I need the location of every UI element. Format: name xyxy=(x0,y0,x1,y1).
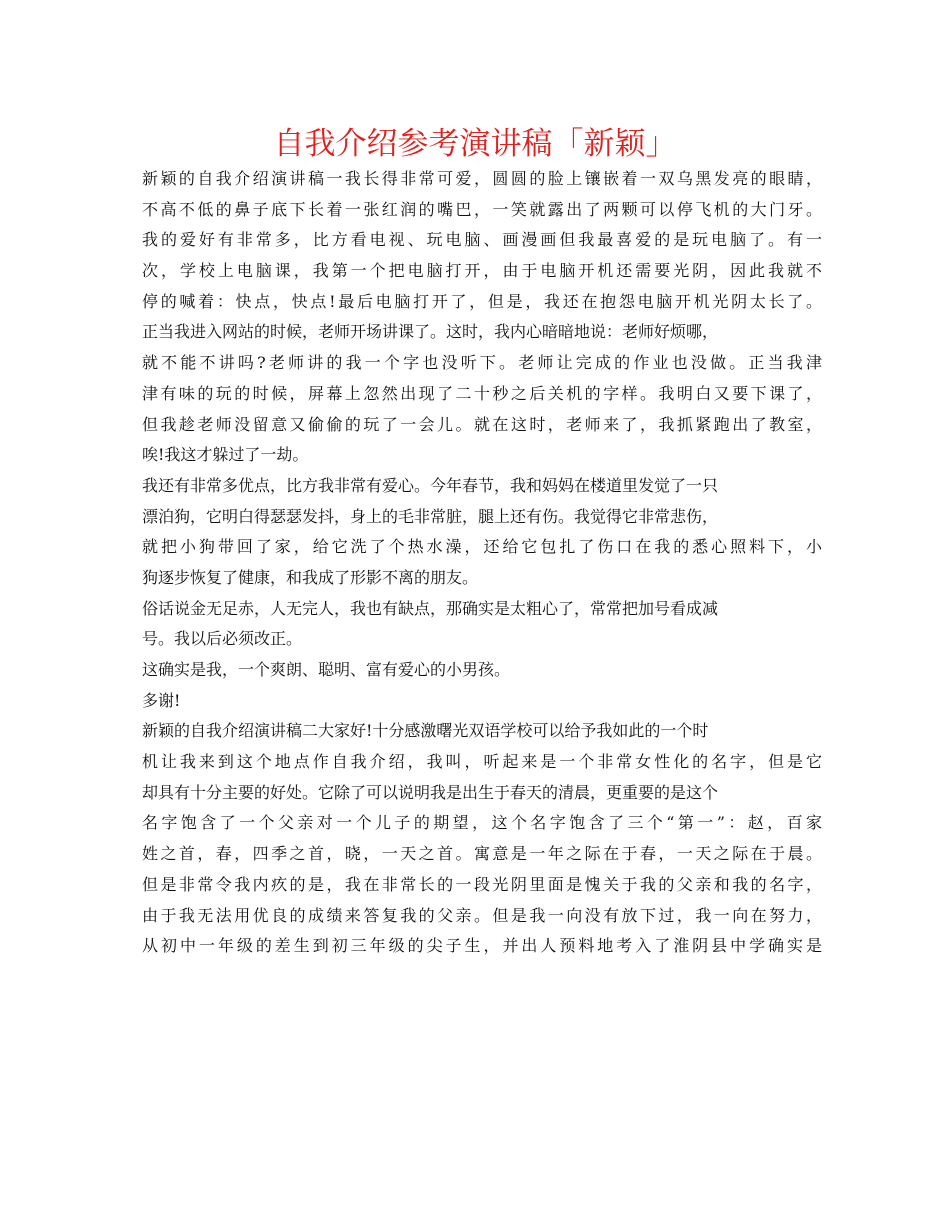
text-line: 次，学校上电脑课，我第一个把电脑打开，由于电脑开机还需要光阴，因此我就不 xyxy=(142,261,822,281)
text-line: 津有味的玩的时候，屏幕上忽然出现了二十秒之后关机的字样。我明白又要下课了， xyxy=(142,383,822,403)
text-line: 名字饱含了一个父亲对一个儿子的期望，这个名字饱含了三个“第一”：赵，百家 xyxy=(142,813,822,833)
text-line: 但是非常令我内疚的是，我在非常长的一段光阴里面是愧关于我的父亲和我的名字， xyxy=(142,874,822,894)
text-line: 我还有非常多优点，比方我非常有爱心。今年春节，我和妈妈在楼道里发觉了一只 xyxy=(142,475,719,495)
text-line: 不高不低的鼻子底下长着一张红润的嘴巴，一笑就露出了两颗可以停飞机的大门牙。 xyxy=(142,199,822,219)
text-line: 新颖的自我介绍演讲稿一我长得非常可爱，圆圆的脸上镶嵌着一双乌黑发亮的眼睛， xyxy=(142,169,822,188)
text-line: 俗话说金无足赤，人无完人，我也有缺点，那确实是太粗心了，常常把加号看成减 xyxy=(142,598,719,618)
text-line: 我的爱好有非常多，比方看电视、玩电脑、画漫画但我最喜爱的是玩电脑了。有一 xyxy=(142,230,822,250)
text-line: 从初中一年级的差生到初三年级的尖子生，并出人预料地考入了淮阴县中学确实是 xyxy=(142,936,822,956)
text-line: 就把小狗带回了家，给它洗了个热水澡，还给它包扎了伤口在我的悉心照料下，小 xyxy=(142,537,822,557)
text-line: 由于我无法用优良的成绩来答复我的父亲。但是我一向没有放下过，我一向在努力， xyxy=(142,905,822,925)
text-line: 新颖的自我介绍演讲稿二大家好!十分感激曙光双语学校可以给予我如此的一个时 xyxy=(142,721,709,741)
text-line: 就不能不讲吗?老师讲的我一个字也没听下。老师让完成的作业也没做。正当我津 xyxy=(142,353,822,373)
text-line: 但我趁老师没留意又偷偷的玩了一会儿。就在这时，老师来了，我抓紧跑出了教室， xyxy=(142,414,822,434)
text-line: 狗逐步恢复了健康，和我成了形影不离的朋友。 xyxy=(142,567,479,587)
document-body xyxy=(142,164,822,962)
text-line: 却具有十分主要的好处。它除了可以说明我是出生于春天的清晨，更重要的是这个 xyxy=(142,782,719,802)
text-line: 号。我以后必须改正。 xyxy=(142,629,303,649)
text-line: 漂泊狗，它明白得瑟瑟发抖，身上的毛非常脏，腿上还有伤。我觉得它非常悲伤， xyxy=(142,506,719,526)
text-line: 停的喊着：快点，快点!最后电脑打开了，但是，我还在抱怨电脑开机光阴太长了。 xyxy=(142,291,822,311)
text-line: 多谢! xyxy=(142,690,181,710)
text-line: 姓之首，春，四季之首，晓，一天之首。寓意是一年之际在于春，一天之际在于晨。 xyxy=(142,844,822,864)
text-line: 这确实是我，一个爽朗、聪明、富有爱心的小男孩。 xyxy=(142,660,511,679)
document-title: 自我介绍参考演讲稿「新颖」 xyxy=(273,126,677,162)
text-line: 正当我进入网站的时候，老师开场讲课了。这时，我内心暗暗地说：老师好烦哪， xyxy=(142,322,719,342)
text-line: 唉!我这才躲过了一劫。 xyxy=(142,445,309,465)
text-line: 机让我来到这个地点作自我介绍，我叫，听起来是一个非常女性化的名字，但是它 xyxy=(142,752,822,772)
